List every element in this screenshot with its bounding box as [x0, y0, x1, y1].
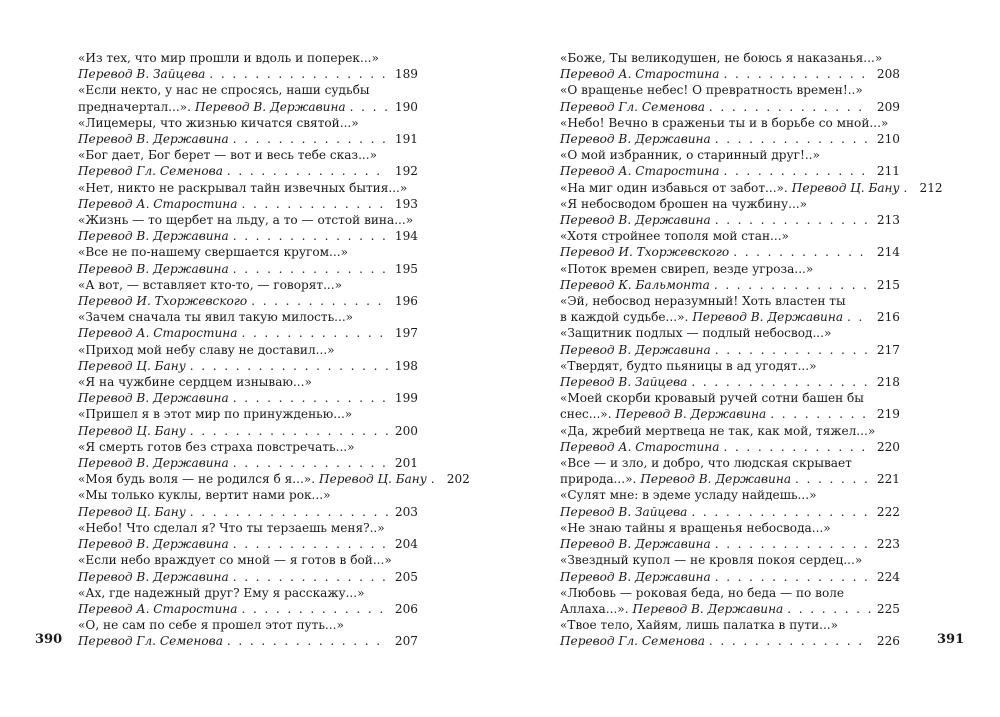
entry-page-number: 191: [394, 132, 418, 147]
dot-leader: [190, 423, 389, 439]
dot-leader: [709, 633, 871, 649]
dot-leader: [795, 471, 871, 487]
translator-credit: Перевод В. Державина: [194, 99, 346, 114]
entry-page-number: 201: [394, 456, 418, 471]
translator-credit: Перевод В. Державина: [78, 456, 229, 471]
translator-credit: Перевод В. Державина: [560, 569, 711, 584]
translator-credit: Перевод В. Державина: [78, 261, 229, 276]
dot-leader: [233, 261, 389, 277]
dot-leader: [233, 455, 389, 471]
translator-credit: Перевод В. Державина: [78, 537, 229, 552]
poem-first-line: «Твое тело, Хайям, лишь палатка в пути...»: [560, 618, 839, 633]
toc-entry: [78, 585, 418, 617]
poem-first-line: «Пришел я в этот мир по принужденью...»: [78, 407, 353, 422]
toc-entry: [78, 50, 418, 82]
toc-entry: [560, 423, 900, 455]
poem-first-line: «Эй, небосвод неразумный! Хоть властен ты: [560, 294, 846, 309]
translator-credit: Перевод А. Старостина: [78, 326, 238, 341]
toc-entry: [560, 147, 900, 179]
entry-page-number: 189: [394, 67, 418, 82]
poem-first-line: «Небо! Что сделал я? Что ты терзаешь меня?..»: [78, 520, 385, 535]
toc-entry: [560, 552, 900, 584]
translator-credit: Перевод В. Державина: [78, 391, 229, 406]
poem-first-line: «Зачем сначала ты явил такую милость...»: [78, 310, 354, 325]
poem-first-line: «Я на чужбине сердцем изнываю...»: [78, 375, 312, 390]
dot-leader: [227, 163, 389, 179]
toc-entry: [78, 212, 418, 244]
toc-entry: [560, 520, 900, 552]
toc-entry: [78, 439, 418, 471]
right-page-number: 391: [937, 632, 965, 647]
translator-credit: Перевод Ц. Бану: [78, 504, 186, 519]
dot-leader: [241, 601, 388, 617]
entry-page-number: 206: [394, 601, 418, 616]
entry-page-number: 211: [876, 164, 900, 179]
toc-entry: [560, 261, 900, 293]
dot-leader: [209, 66, 389, 82]
poem-first-line: «Ах, где надежный друг? Ему я расскажу...»: [78, 585, 365, 600]
entry-page-number: 221: [876, 472, 900, 487]
translator-credit: Перевод Ц. Бану: [791, 180, 900, 195]
dot-leader: [431, 471, 441, 487]
poem-first-line-end: предначертал...».: [78, 99, 191, 114]
poem-first-line: «Не знаю тайны я вращенья небосвода...»: [560, 520, 831, 535]
toc-entry: [78, 471, 470, 487]
right-page-contents: [560, 50, 943, 650]
poem-first-line: «Хотя стройнее тополя мой стан...»: [560, 229, 789, 244]
toc-entry: [560, 455, 900, 487]
translator-credit: Перевод Ц. Бану: [78, 423, 186, 438]
poem-first-line: «Звездный купол — не кровля покоя сердец...»: [560, 553, 863, 568]
toc-entry: [560, 358, 900, 390]
poem-first-line: «Из тех, что мир прошли и вдоль и поперек...»: [78, 51, 379, 65]
poem-first-line: «Лицемеры, что жизнью кичатся святой...»: [78, 115, 359, 130]
dot-leader: [691, 374, 871, 390]
entry-page-number: 218: [876, 375, 900, 390]
poem-first-line: «Боже, Ты великодушен, не боюсь я наказанья...»: [560, 51, 883, 65]
entry-page-number: 204: [394, 537, 418, 552]
poem-first-line: «О вращенье небес! О превратность времен!..»: [560, 83, 863, 98]
dot-leader: [233, 228, 389, 244]
translator-credit: Перевод Гл. Семенова: [560, 634, 705, 649]
poem-first-line: «Поток времен свиреп, везде угроза...»: [560, 261, 814, 276]
entry-page-number: 214: [876, 245, 900, 260]
translator-credit: Перевод А. Старостина: [560, 164, 720, 179]
translator-credit: Перевод Гл. Семенова: [78, 634, 223, 649]
translator-credit: Перевод В. Державина: [640, 472, 792, 487]
poem-first-line: «Сулят мне: в эдеме усладу найдешь...»: [560, 488, 817, 503]
translator-credit: Перевод К. Бальмонта: [560, 277, 710, 292]
poem-first-line: «Мы только куклы, вертит нами рок...»: [78, 488, 331, 503]
translator-credit: Перевод В. Державина: [78, 132, 229, 147]
poem-first-line: «Все — и зло, и добро, что людская скрывает: [560, 456, 852, 471]
dot-leader: [233, 131, 389, 147]
entry-page-number: 203: [394, 504, 418, 519]
translator-credit: Перевод В. Державина: [692, 310, 844, 325]
translator-credit: Перевод А. Старостина: [78, 601, 238, 616]
poem-first-line-end: в каждой судьбе...».: [560, 310, 689, 325]
entry-page-number: 222: [876, 504, 900, 519]
dot-leader: [709, 99, 871, 115]
toc-entry: [78, 115, 418, 147]
poem-first-line: «Нет, никто не раскрывал тайн извечных бытия...»: [78, 180, 408, 195]
translator-credit: Перевод А. Старостина: [78, 196, 238, 211]
dot-leader: [787, 601, 871, 617]
entry-page-number: 200: [394, 423, 418, 438]
entry-page-number: 209: [876, 99, 900, 114]
translator-credit: Перевод Ц. Бану: [319, 472, 427, 487]
toc-entry: [78, 180, 418, 212]
dot-leader: [251, 293, 389, 309]
translator-credit: Перевод В. Державина: [560, 537, 711, 552]
dot-leader: [233, 536, 389, 552]
translator-credit: Перевод Гл. Семенова: [78, 164, 223, 179]
poem-first-line-end: Аллаха...».: [560, 601, 629, 616]
dot-leader: [691, 504, 871, 520]
poem-first-line: «О мой избранник, о старинный друг!..»: [560, 148, 820, 163]
translator-credit: Перевод В. Державина: [78, 569, 229, 584]
entry-page-number: 212: [919, 180, 943, 195]
toc-entry: [78, 309, 418, 341]
poem-first-line: «А вот, — вставляет кто-то, — говорят...»: [78, 277, 343, 292]
translator-credit: Перевод Гл. Семенова: [560, 99, 705, 114]
poem-first-line: «Твердят, будто пьяницы в ад угодят...»: [560, 358, 817, 373]
dot-leader: [847, 309, 871, 325]
toc-entry: [560, 487, 900, 519]
toc-entry: [560, 293, 900, 325]
entry-page-number: 208: [876, 67, 900, 82]
toc-entry: [560, 50, 900, 82]
entry-page-number: 210: [876, 132, 900, 147]
translator-credit: Перевод В. Державина: [632, 601, 784, 616]
entry-page-number: 190: [394, 99, 418, 114]
entry-page-number: 194: [394, 229, 418, 244]
translator-credit: Перевод Ц. Бану: [78, 358, 186, 373]
dot-leader: [715, 536, 871, 552]
dot-leader: [714, 277, 871, 293]
toc-entry: [78, 520, 418, 552]
translator-credit: Перевод В. Державина: [78, 229, 229, 244]
toc-entry: [560, 390, 900, 422]
entry-page-number: 224: [876, 569, 900, 584]
entry-page-number: 192: [394, 164, 418, 179]
toc-entry: [78, 487, 418, 519]
entry-page-number: 207: [394, 634, 418, 649]
toc-entry: [78, 617, 418, 649]
dot-leader: [350, 99, 389, 115]
translator-credit: Перевод А. Старостина: [560, 439, 720, 454]
poem-first-line: «Я небосводом брошен на чужбину...»: [560, 196, 808, 211]
translator-credit: Перевод И. Тхоржевского: [78, 294, 248, 309]
entry-page-number: 213: [876, 213, 900, 228]
toc-entry: [560, 196, 900, 228]
poem-first-line-end: «На миг один избавься от забот...».: [560, 180, 788, 195]
entry-page-number: 226: [876, 634, 900, 649]
dot-leader: [723, 439, 870, 455]
poem-first-line: «Да, жребий мертвеца не так, как мой, тяжел...»: [560, 423, 876, 438]
toc-entry: [78, 82, 418, 114]
toc-entry: [78, 406, 418, 438]
poem-first-line: «Все не по-нашему свершается кругом...»: [78, 245, 348, 260]
entry-page-number: 220: [876, 439, 900, 454]
poem-first-line: «Приход мой небу славу не доставил...»: [78, 342, 335, 357]
dot-leader: [715, 569, 871, 585]
dot-leader: [715, 342, 871, 358]
translator-credit: Перевод А. Старостина: [560, 67, 720, 82]
poem-first-line: «Бог дает, Бог берет — вот и весь тебе сказ...»: [78, 148, 377, 163]
dot-leader: [770, 406, 871, 422]
toc-entry: [78, 552, 418, 584]
toc-entry: [560, 82, 900, 114]
entry-page-number: 193: [394, 196, 418, 211]
left-page-number: 390: [35, 632, 63, 647]
poem-first-line: «Я смерть готов без страха повстречать...»: [78, 439, 355, 454]
dot-leader: [190, 358, 389, 374]
entry-page-number: 205: [394, 569, 418, 584]
translator-credit: Перевод В. Зайцева: [78, 67, 206, 82]
dot-leader: [733, 244, 871, 260]
entry-page-number: 216: [876, 310, 900, 325]
toc-entry: [560, 228, 900, 260]
poem-first-line: «Моей скорби кровавый ручей сотни башен бы: [560, 391, 864, 406]
dot-leader: [723, 66, 870, 82]
dot-leader: [715, 131, 871, 147]
translator-credit: Перевод В. Державина: [560, 213, 711, 228]
entry-page-number: 223: [876, 537, 900, 552]
translator-credit: Перевод В. Державина: [615, 407, 767, 422]
toc-entry: [78, 244, 418, 276]
poem-first-line: «Если небо враждует со мной — я готов в бой...»: [78, 553, 392, 568]
entry-page-number: 215: [876, 277, 900, 292]
poem-first-line: «Любовь — роковая беда, но беда — по воле: [560, 585, 845, 600]
entry-page-number: 217: [876, 342, 900, 357]
dot-leader: [241, 325, 388, 341]
entry-page-number: 195: [394, 261, 418, 276]
entry-page-number: 198: [394, 358, 418, 373]
poem-first-line: «Жизнь — то щербет на льду, а то — отстой вина...»: [78, 213, 414, 228]
toc-entry: [78, 342, 418, 374]
entry-page-number: 197: [394, 326, 418, 341]
poem-first-line: «Защитник подлых — подлый небосвод...»: [560, 326, 832, 341]
dot-leader: [233, 390, 389, 406]
poem-first-line: «Если некто, у нас не спросясь, наши судьбы: [78, 83, 370, 98]
poem-first-line-end: природа...».: [560, 472, 637, 487]
dot-leader: [233, 569, 389, 585]
toc-entry: [560, 325, 900, 357]
translator-credit: Перевод И. Тхоржевского: [560, 245, 730, 260]
dot-leader: [190, 504, 389, 520]
toc-entry: [78, 277, 418, 309]
entry-page-number: 225: [876, 601, 900, 616]
entry-page-number: 219: [876, 407, 900, 422]
dot-leader: [723, 163, 870, 179]
translator-credit: Перевод В. Зайцева: [560, 375, 688, 390]
dot-leader: [227, 633, 389, 649]
dot-leader: [715, 212, 871, 228]
toc-entry: [560, 115, 900, 147]
dot-leader: [904, 180, 914, 196]
entry-page-number: 199: [394, 391, 418, 406]
toc-entry: [560, 617, 900, 649]
poem-first-line: «О, не сам по себе я прошел этот путь...»: [78, 618, 344, 633]
dot-leader: [241, 196, 388, 212]
poem-first-line-end: «Моя будь воля — не родился б я...».: [78, 472, 316, 487]
translator-credit: Перевод В. Державина: [560, 132, 711, 147]
translator-credit: Перевод В. Державина: [560, 342, 711, 357]
entry-page-number: 202: [446, 472, 470, 487]
left-page-contents: [78, 50, 470, 650]
toc-entry: [560, 585, 900, 617]
poem-first-line: «Небо! Вечно в сраженьи ты и в борьбе со мной...»: [560, 115, 889, 130]
translator-credit: Перевод В. Зайцева: [560, 504, 688, 519]
poem-first-line-end: снес...».: [560, 407, 612, 422]
toc-entry: [560, 180, 943, 196]
toc-entry: [78, 147, 418, 179]
entry-page-number: 196: [394, 294, 418, 309]
toc-entry: [78, 374, 418, 406]
